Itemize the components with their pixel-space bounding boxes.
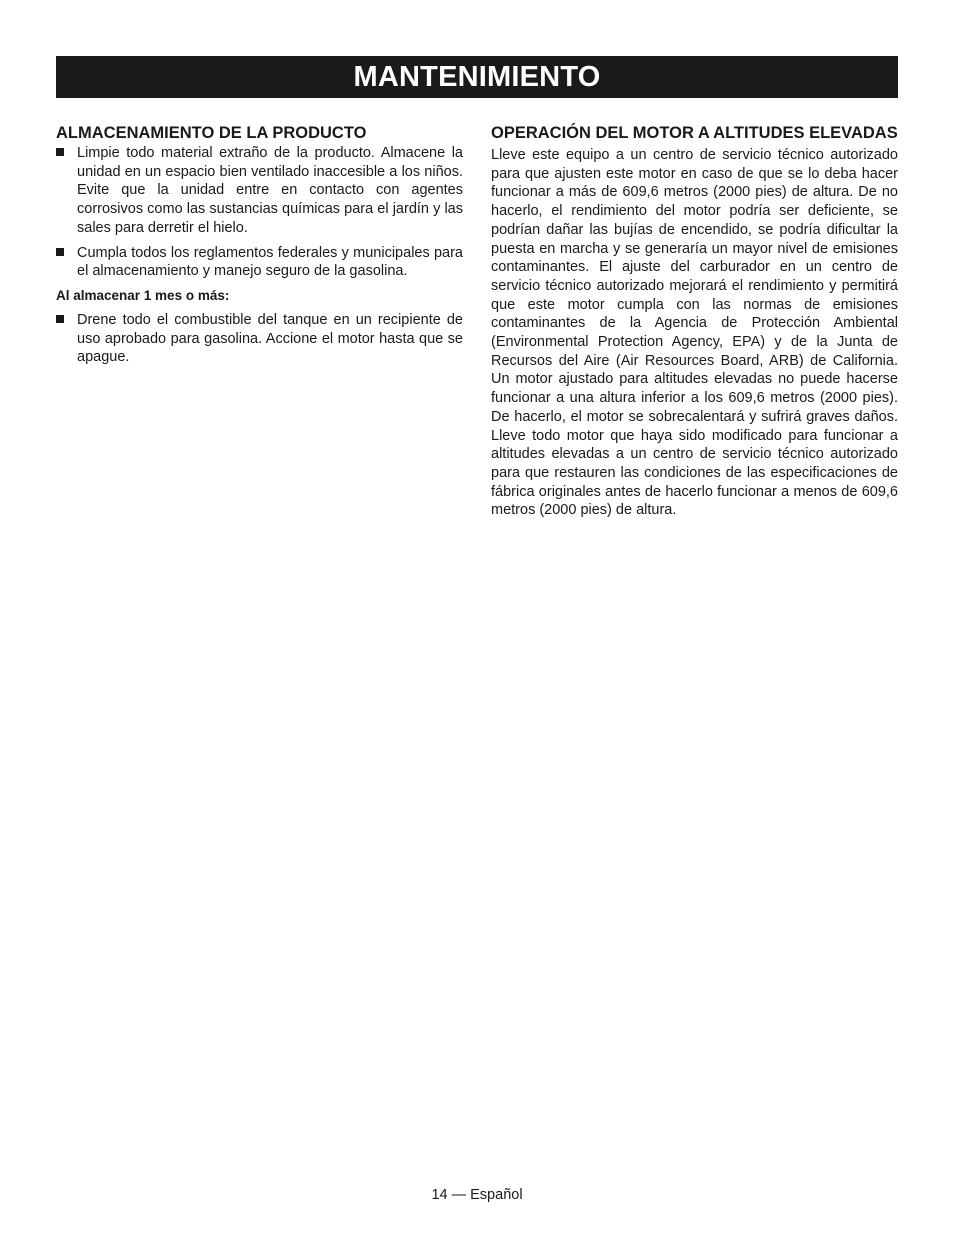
- page-title: MANTENIMIENTO: [353, 60, 601, 93]
- storage-column: [56, 122, 463, 373]
- list-item: [56, 144, 463, 238]
- storage-subheading: Al almacenar 1 mes o más:: [56, 287, 230, 303]
- page-footer: 14 — Español: [431, 1187, 523, 1203]
- square-bullet-icon: [56, 148, 64, 156]
- list-item: [56, 311, 463, 367]
- square-bullet-icon: [56, 248, 64, 256]
- storage-list: [56, 144, 463, 281]
- storage-list-long-term: [56, 311, 463, 367]
- list-item-text: Drene todo el combustible del tanque en un recipiente de uso aprobado para gasolina. Accione el motor hasta que se apague.: [77, 311, 463, 366]
- storage-heading: ALMACENAMIENTO DE LA PRODUCTO: [56, 124, 367, 142]
- list-item-text: Cumpla todos los reglamentos federales y municipales para el almacenamiento y manejo seguro de la gasolina.: [77, 244, 463, 280]
- altitude-body: Lleve este equipo a un centro de servicio técnico autorizado para que ajusten este motor en caso de que se lo deba hacer funcionar a más de 609,6 metros (2000 pies) de altura. De no hacerlo, el rendimiento del motor podría ser deficiente, se podrían dañar las bujías de encendido, se podría dificultar la puesta en marcha y se generaría un mayor nivel de emisiones contaminantes. El ajuste del carburador en un centro de servicio técnico autorizado mejorará el rendimiento y permitirá que este motor cumpla con las normas de emisiones contaminantes de la Agencia de Protección Ambiental (Environmental Protection Agency, EPA) y de la Junta de Recursos del Aire (Air Resources Board, ARB) de California. Un motor ajustado para altitudes elevadas no puede hacerse funcionar a una altura inferior a los 609,6 metros (2000 pies). De hacerlo, el motor se sobrecalentará y sufrirá graves daños. Lleve todo motor que haya sido modificado para funcionar a altitudes elevadas a un centro de servicio técnico autorizado para que restauren las condiciones de las especificaciones de fábrica originales antes de hacerlo funcionar a menos de 609,6 metros (2000 pies) de altura.: [491, 147, 898, 519]
- section-title-bar: [56, 56, 898, 98]
- altitude-column: [491, 122, 898, 520]
- square-bullet-icon: [56, 315, 64, 323]
- list-item: [56, 244, 463, 281]
- altitude-heading: OPERACIÓN DEL MOTOR A ALTITUDES ELEVADAS: [491, 124, 898, 142]
- list-item-text: Limpie todo material extraño de la producto. Almacene la unidad en un espacio bien ventilado inaccesible a los niños. Evite que la unidad entre en contacto con agentes corrosivos como las sustancias químicas para el jardín y las sales para derretir el hielo.: [77, 145, 463, 236]
